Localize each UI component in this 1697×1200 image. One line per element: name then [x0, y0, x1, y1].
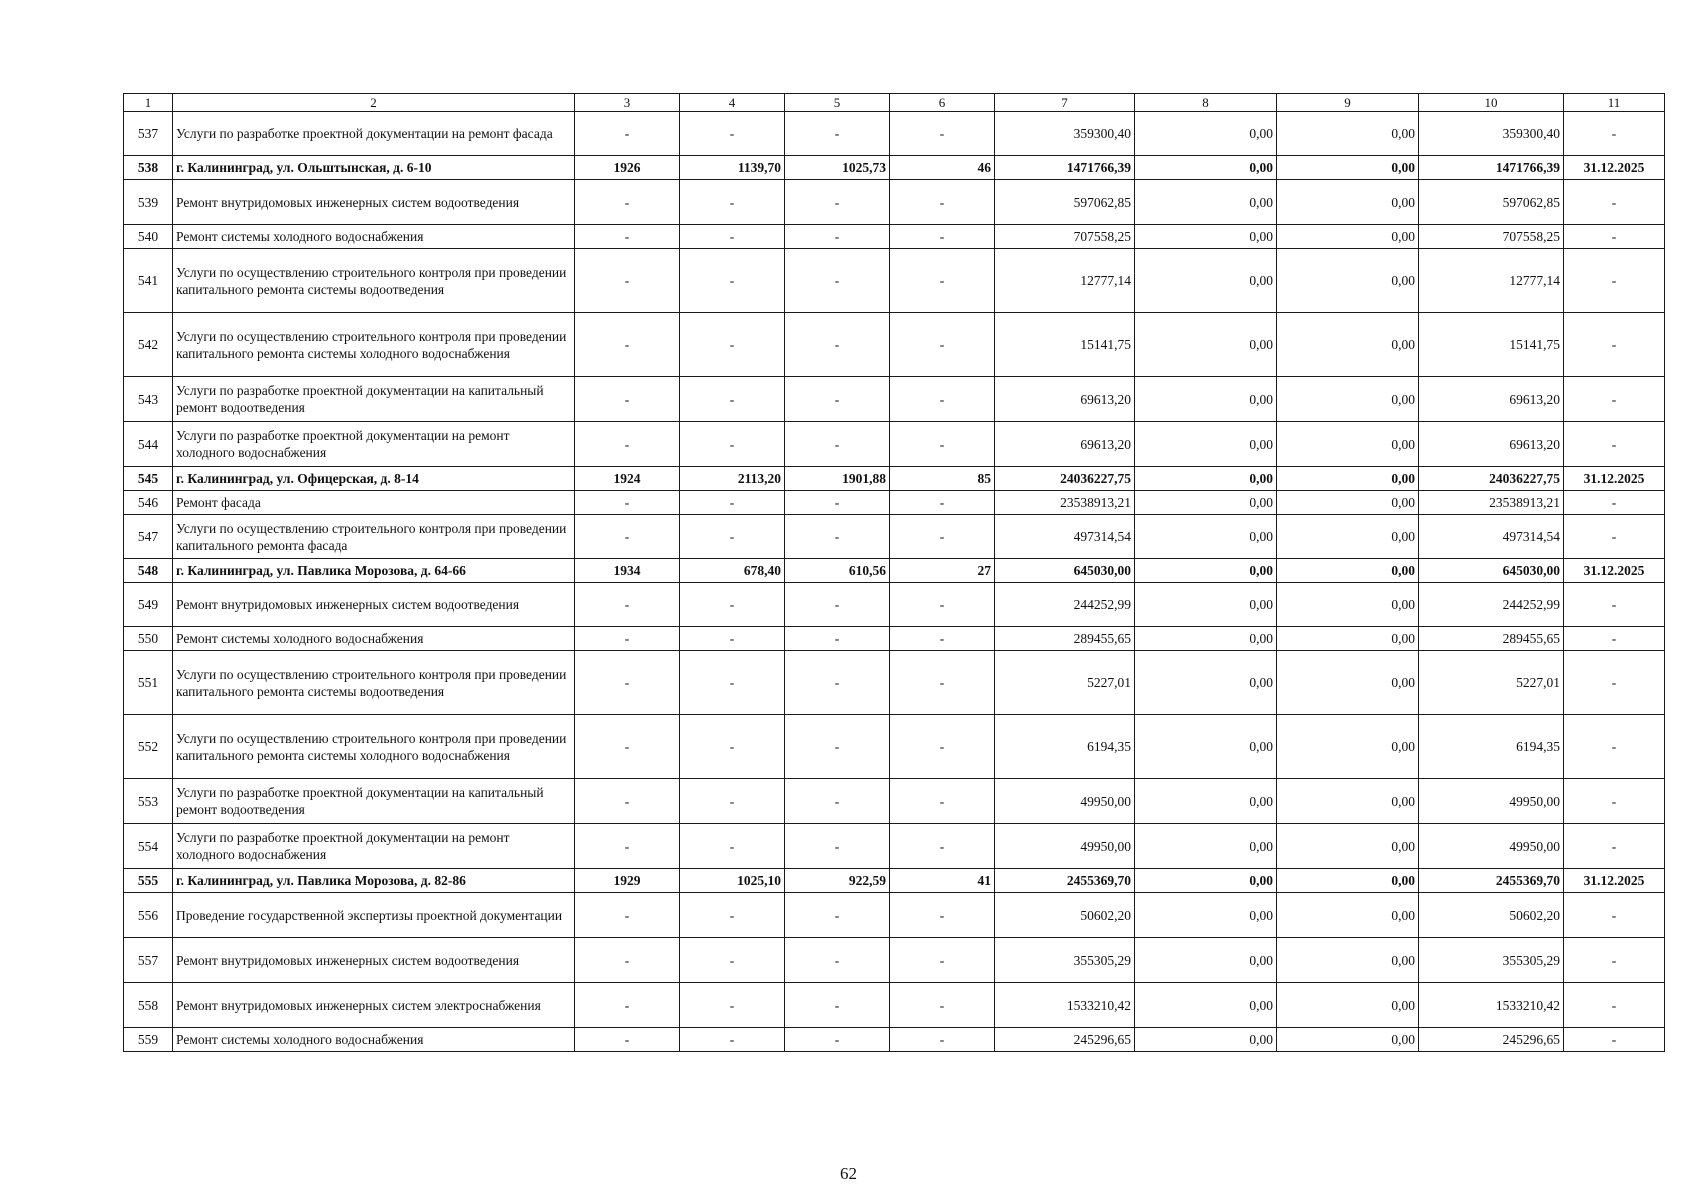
budget-cost-cell: 0,00 — [1277, 938, 1419, 983]
area-cell: - — [680, 1028, 785, 1052]
residents-cell: - — [890, 715, 995, 779]
residents-cell: 85 — [890, 467, 995, 491]
residents-cell: - — [890, 938, 995, 983]
year-cell: - — [575, 225, 680, 249]
fund-cost-cell: 0,00 — [1135, 467, 1277, 491]
row-number: 557 — [124, 938, 173, 983]
living-area-cell: - — [785, 377, 890, 422]
address-row — [124, 559, 1665, 583]
area-cell: 678,40 — [680, 559, 785, 583]
year-cell: - — [575, 249, 680, 313]
residents-cell: - — [890, 983, 995, 1028]
owner-cost-cell: 1533210,42 — [1419, 983, 1564, 1028]
residents-cell: - — [890, 112, 995, 156]
owner-cost-cell: 359300,40 — [1419, 112, 1564, 156]
table-row — [124, 313, 1665, 377]
total-cost-cell: 1471766,39 — [995, 156, 1135, 180]
table-row — [124, 180, 1665, 225]
living-area-cell: - — [785, 651, 890, 715]
total-cost-cell: 244252,99 — [995, 583, 1135, 627]
table-row — [124, 983, 1665, 1028]
owner-cost-cell: 597062,85 — [1419, 180, 1564, 225]
owner-cost-cell: 50602,20 — [1419, 893, 1564, 938]
area-cell: - — [680, 249, 785, 313]
total-cost-cell: 24036227,75 — [995, 467, 1135, 491]
year-cell: 1929 — [575, 869, 680, 893]
table-row — [124, 249, 1665, 313]
owner-cost-cell: 49950,00 — [1419, 779, 1564, 824]
fund-cost-cell: 0,00 — [1135, 491, 1277, 515]
area-cell: - — [680, 651, 785, 715]
work-name: Услуги по разработке проектной документации на ремонт холодного водоснабжения — [173, 824, 575, 869]
deadline-cell: - — [1564, 938, 1665, 983]
residents-cell: 46 — [890, 156, 995, 180]
deadline-cell: 31.12.2025 — [1564, 467, 1665, 491]
work-name: Услуги по осуществлению строительного контроля при проведении капитального ремонта системы холодного водоснабжения — [173, 715, 575, 779]
fund-cost-cell: 0,00 — [1135, 559, 1277, 583]
living-area-cell: - — [785, 491, 890, 515]
work-name: Ремонт системы холодного водоснабжения — [173, 225, 575, 249]
column-number-row — [124, 94, 1665, 112]
residents-cell: - — [890, 515, 995, 559]
owner-cost-cell: 5227,01 — [1419, 651, 1564, 715]
total-cost-cell: 69613,20 — [995, 422, 1135, 467]
total-cost-cell: 15141,75 — [995, 313, 1135, 377]
deadline-cell: - — [1564, 627, 1665, 651]
budget-cost-cell: 0,00 — [1277, 869, 1419, 893]
year-cell: - — [575, 1028, 680, 1052]
total-cost-cell: 5227,01 — [995, 651, 1135, 715]
area-cell: 1025,10 — [680, 869, 785, 893]
row-number: 551 — [124, 651, 173, 715]
fund-cost-cell: 0,00 — [1135, 893, 1277, 938]
fund-cost-cell: 0,00 — [1135, 583, 1277, 627]
owner-cost-cell: 6194,35 — [1419, 715, 1564, 779]
column-number: 8 — [1135, 94, 1277, 112]
row-number: 558 — [124, 983, 173, 1028]
work-name: Ремонт внутридомовых инженерных систем электроснабжения — [173, 983, 575, 1028]
work-name: Ремонт фасада — [173, 491, 575, 515]
owner-cost-cell: 12777,14 — [1419, 249, 1564, 313]
living-area-cell: - — [785, 313, 890, 377]
budget-cost-cell: 0,00 — [1277, 1028, 1419, 1052]
budget-cost-cell: 0,00 — [1277, 515, 1419, 559]
budget-cost-cell: 0,00 — [1277, 467, 1419, 491]
address-row — [124, 156, 1665, 180]
year-cell: - — [575, 313, 680, 377]
deadline-cell: - — [1564, 180, 1665, 225]
fund-cost-cell: 0,00 — [1135, 377, 1277, 422]
table-row — [124, 422, 1665, 467]
residents-cell: - — [890, 180, 995, 225]
year-cell: - — [575, 779, 680, 824]
page-number: 62 — [840, 1164, 857, 1183]
living-area-cell: - — [785, 1028, 890, 1052]
work-name: Услуги по осуществлению строительного контроля при проведении капитального ремонта фасада — [173, 515, 575, 559]
living-area-cell: - — [785, 225, 890, 249]
residents-cell: - — [890, 491, 995, 515]
residents-cell: - — [890, 583, 995, 627]
area-cell: - — [680, 824, 785, 869]
work-name: Услуги по осуществлению строительного контроля при проведении капитального ремонта системы водоотведения — [173, 249, 575, 313]
living-area-cell: - — [785, 779, 890, 824]
total-cost-cell: 69613,20 — [995, 377, 1135, 422]
area-cell: - — [680, 112, 785, 156]
year-cell: - — [575, 651, 680, 715]
area-cell: - — [680, 377, 785, 422]
fund-cost-cell: 0,00 — [1135, 112, 1277, 156]
fund-cost-cell: 0,00 — [1135, 824, 1277, 869]
area-cell: - — [680, 938, 785, 983]
total-cost-cell: 359300,40 — [995, 112, 1135, 156]
living-area-cell: - — [785, 938, 890, 983]
budget-cost-cell: 0,00 — [1277, 715, 1419, 779]
column-number: 7 — [995, 94, 1135, 112]
residents-cell: - — [890, 893, 995, 938]
deadline-cell: - — [1564, 583, 1665, 627]
year-cell: - — [575, 627, 680, 651]
address-row — [124, 467, 1665, 491]
area-cell: - — [680, 225, 785, 249]
deadline-cell: - — [1564, 651, 1665, 715]
row-number: 549 — [124, 583, 173, 627]
total-cost-cell: 1533210,42 — [995, 983, 1135, 1028]
fund-cost-cell: 0,00 — [1135, 180, 1277, 225]
table-row — [124, 779, 1665, 824]
budget-cost-cell: 0,00 — [1277, 779, 1419, 824]
fund-cost-cell: 0,00 — [1135, 627, 1277, 651]
work-name: Ремонт внутридомовых инженерных систем водоотведения — [173, 938, 575, 983]
living-area-cell: - — [785, 824, 890, 869]
deadline-cell: - — [1564, 515, 1665, 559]
total-cost-cell: 289455,65 — [995, 627, 1135, 651]
deadline-cell: - — [1564, 313, 1665, 377]
work-name: Услуги по разработке проектной документации на ремонт холодного водоснабжения — [173, 422, 575, 467]
year-cell: - — [575, 180, 680, 225]
total-cost-cell: 707558,25 — [995, 225, 1135, 249]
owner-cost-cell: 23538913,21 — [1419, 491, 1564, 515]
deadline-cell: - — [1564, 715, 1665, 779]
budget-cost-cell: 0,00 — [1277, 156, 1419, 180]
year-cell: 1924 — [575, 467, 680, 491]
area-cell: - — [680, 983, 785, 1028]
budget-cost-cell: 0,00 — [1277, 180, 1419, 225]
row-number: 552 — [124, 715, 173, 779]
budget-cost-cell: 0,00 — [1277, 225, 1419, 249]
living-area-cell: - — [785, 627, 890, 651]
total-cost-cell: 49950,00 — [995, 779, 1135, 824]
area-cell: 2113,20 — [680, 467, 785, 491]
budget-cost-cell: 0,00 — [1277, 651, 1419, 715]
deadline-cell: - — [1564, 1028, 1665, 1052]
living-area-cell: 1901,88 — [785, 467, 890, 491]
year-cell: - — [575, 983, 680, 1028]
fund-cost-cell: 0,00 — [1135, 1028, 1277, 1052]
deadline-cell: - — [1564, 824, 1665, 869]
table-row — [124, 893, 1665, 938]
budget-cost-cell: 0,00 — [1277, 249, 1419, 313]
owner-cost-cell: 1471766,39 — [1419, 156, 1564, 180]
residents-cell: - — [890, 1028, 995, 1052]
row-number: 538 — [124, 156, 173, 180]
area-cell: - — [680, 515, 785, 559]
work-name: Услуги по разработке проектной документации на ремонт фасада — [173, 112, 575, 156]
row-number: 555 — [124, 869, 173, 893]
owner-cost-cell: 355305,29 — [1419, 938, 1564, 983]
table-row — [124, 112, 1665, 156]
column-number: 1 — [124, 94, 173, 112]
table-row — [124, 715, 1665, 779]
fund-cost-cell: 0,00 — [1135, 515, 1277, 559]
area-cell: - — [680, 422, 785, 467]
row-number: 559 — [124, 1028, 173, 1052]
total-cost-cell: 2455369,70 — [995, 869, 1135, 893]
budget-cost-cell: 0,00 — [1277, 559, 1419, 583]
column-number: 9 — [1277, 94, 1419, 112]
total-cost-cell: 497314,54 — [995, 515, 1135, 559]
living-area-cell: - — [785, 112, 890, 156]
total-cost-cell: 49950,00 — [995, 824, 1135, 869]
work-name: Проведение государственной экспертизы проектной документации — [173, 893, 575, 938]
residents-cell: - — [890, 249, 995, 313]
year-cell: 1934 — [575, 559, 680, 583]
budget-cost-cell: 0,00 — [1277, 377, 1419, 422]
year-cell: - — [575, 583, 680, 627]
residents-cell: - — [890, 377, 995, 422]
year-cell: - — [575, 377, 680, 422]
year-cell: - — [575, 715, 680, 779]
row-number: 556 — [124, 893, 173, 938]
table-row — [124, 583, 1665, 627]
address-row — [124, 869, 1665, 893]
table-row — [124, 515, 1665, 559]
budget-cost-cell: 0,00 — [1277, 583, 1419, 627]
work-name: г. Калининград, ул. Офицерская, д. 8-14 — [173, 467, 575, 491]
area-cell: 1139,70 — [680, 156, 785, 180]
deadline-cell: - — [1564, 249, 1665, 313]
total-cost-cell: 597062,85 — [995, 180, 1135, 225]
column-number: 6 — [890, 94, 995, 112]
owner-cost-cell: 49950,00 — [1419, 824, 1564, 869]
deadline-cell: - — [1564, 779, 1665, 824]
fund-cost-cell: 0,00 — [1135, 422, 1277, 467]
table-row — [124, 491, 1665, 515]
row-number: 539 — [124, 180, 173, 225]
year-cell: - — [575, 515, 680, 559]
living-area-cell: - — [785, 180, 890, 225]
residents-cell: - — [890, 313, 995, 377]
table-row — [124, 627, 1665, 651]
living-area-cell: - — [785, 583, 890, 627]
table-row — [124, 1028, 1665, 1052]
total-cost-cell: 355305,29 — [995, 938, 1135, 983]
column-number: 3 — [575, 94, 680, 112]
works-table — [123, 93, 1665, 1052]
residents-cell: 27 — [890, 559, 995, 583]
fund-cost-cell: 0,00 — [1135, 313, 1277, 377]
row-number: 550 — [124, 627, 173, 651]
row-number: 546 — [124, 491, 173, 515]
column-number: 11 — [1564, 94, 1665, 112]
work-name: Ремонт внутридомовых инженерных систем водоотведения — [173, 180, 575, 225]
total-cost-cell: 23538913,21 — [995, 491, 1135, 515]
work-name: Ремонт внутридомовых инженерных систем водоотведения — [173, 583, 575, 627]
owner-cost-cell: 645030,00 — [1419, 559, 1564, 583]
budget-cost-cell: 0,00 — [1277, 983, 1419, 1028]
area-cell: - — [680, 313, 785, 377]
row-number: 545 — [124, 467, 173, 491]
total-cost-cell: 6194,35 — [995, 715, 1135, 779]
table-row — [124, 651, 1665, 715]
year-cell: - — [575, 938, 680, 983]
work-name: г. Калининград, ул. Ольштынская, д. 6-10 — [173, 156, 575, 180]
deadline-cell: - — [1564, 225, 1665, 249]
work-name: Услуги по разработке проектной документации на капитальный ремонт водоотведения — [173, 779, 575, 824]
budget-cost-cell: 0,00 — [1277, 893, 1419, 938]
column-number: 4 — [680, 94, 785, 112]
work-name: г. Калининград, ул. Павлика Морозова, д. 82-86 — [173, 869, 575, 893]
row-number: 541 — [124, 249, 173, 313]
residents-cell: - — [890, 422, 995, 467]
area-cell: - — [680, 893, 785, 938]
work-name: Ремонт системы холодного водоснабжения — [173, 1028, 575, 1052]
table-row — [124, 377, 1665, 422]
deadline-cell: - — [1564, 491, 1665, 515]
area-cell: - — [680, 715, 785, 779]
owner-cost-cell: 15141,75 — [1419, 313, 1564, 377]
living-area-cell: - — [785, 893, 890, 938]
budget-cost-cell: 0,00 — [1277, 112, 1419, 156]
column-number: 2 — [173, 94, 575, 112]
area-cell: - — [680, 627, 785, 651]
row-number: 542 — [124, 313, 173, 377]
total-cost-cell: 645030,00 — [995, 559, 1135, 583]
area-cell: - — [680, 779, 785, 824]
deadline-cell: - — [1564, 983, 1665, 1028]
living-area-cell: 922,59 — [785, 869, 890, 893]
residents-cell: - — [890, 779, 995, 824]
owner-cost-cell: 245296,65 — [1419, 1028, 1564, 1052]
fund-cost-cell: 0,00 — [1135, 715, 1277, 779]
owner-cost-cell: 69613,20 — [1419, 377, 1564, 422]
table-row — [124, 824, 1665, 869]
deadline-cell: - — [1564, 377, 1665, 422]
year-cell: - — [575, 893, 680, 938]
fund-cost-cell: 0,00 — [1135, 225, 1277, 249]
row-number: 547 — [124, 515, 173, 559]
total-cost-cell: 12777,14 — [995, 249, 1135, 313]
work-name: Услуги по осуществлению строительного контроля при проведении капитального ремонта системы холодного водоснабжения — [173, 313, 575, 377]
residents-cell: - — [890, 651, 995, 715]
work-name: Услуги по осуществлению строительного контроля при проведении капитального ремонта системы водоотведения — [173, 651, 575, 715]
deadline-cell: 31.12.2025 — [1564, 559, 1665, 583]
living-area-cell: - — [785, 983, 890, 1028]
row-number: 554 — [124, 824, 173, 869]
fund-cost-cell: 0,00 — [1135, 983, 1277, 1028]
table-row — [124, 938, 1665, 983]
deadline-cell: 31.12.2025 — [1564, 869, 1665, 893]
row-number: 537 — [124, 112, 173, 156]
year-cell: - — [575, 824, 680, 869]
budget-cost-cell: 0,00 — [1277, 491, 1419, 515]
owner-cost-cell: 24036227,75 — [1419, 467, 1564, 491]
budget-cost-cell: 0,00 — [1277, 824, 1419, 869]
year-cell: 1926 — [575, 156, 680, 180]
row-number: 540 — [124, 225, 173, 249]
work-name: Услуги по разработке проектной документации на капитальный ремонт водоотведения — [173, 377, 575, 422]
row-number: 544 — [124, 422, 173, 467]
owner-cost-cell: 497314,54 — [1419, 515, 1564, 559]
year-cell: - — [575, 112, 680, 156]
deadline-cell: 31.12.2025 — [1564, 156, 1665, 180]
owner-cost-cell: 289455,65 — [1419, 627, 1564, 651]
area-cell: - — [680, 491, 785, 515]
residents-cell: 41 — [890, 869, 995, 893]
living-area-cell: 610,56 — [785, 559, 890, 583]
budget-cost-cell: 0,00 — [1277, 627, 1419, 651]
year-cell: - — [575, 422, 680, 467]
residents-cell: - — [890, 627, 995, 651]
living-area-cell: - — [785, 715, 890, 779]
budget-cost-cell: 0,00 — [1277, 313, 1419, 377]
row-number: 553 — [124, 779, 173, 824]
fund-cost-cell: 0,00 — [1135, 249, 1277, 313]
column-number: 5 — [785, 94, 890, 112]
residents-cell: - — [890, 824, 995, 869]
deadline-cell: - — [1564, 112, 1665, 156]
fund-cost-cell: 0,00 — [1135, 651, 1277, 715]
area-cell: - — [680, 180, 785, 225]
total-cost-cell: 50602,20 — [995, 893, 1135, 938]
residents-cell: - — [890, 225, 995, 249]
area-cell: - — [680, 583, 785, 627]
budget-cost-cell: 0,00 — [1277, 422, 1419, 467]
fund-cost-cell: 0,00 — [1135, 938, 1277, 983]
year-cell: - — [575, 491, 680, 515]
fund-cost-cell: 0,00 — [1135, 156, 1277, 180]
column-number: 10 — [1419, 94, 1564, 112]
table-row — [124, 225, 1665, 249]
owner-cost-cell: 707558,25 — [1419, 225, 1564, 249]
fund-cost-cell: 0,00 — [1135, 779, 1277, 824]
owner-cost-cell: 69613,20 — [1419, 422, 1564, 467]
row-number: 548 — [124, 559, 173, 583]
document-page — [123, 93, 1665, 1052]
row-number: 543 — [124, 377, 173, 422]
owner-cost-cell: 244252,99 — [1419, 583, 1564, 627]
work-name: г. Калининград, ул. Павлика Морозова, д. 64-66 — [173, 559, 575, 583]
fund-cost-cell: 0,00 — [1135, 869, 1277, 893]
living-area-cell: - — [785, 249, 890, 313]
owner-cost-cell: 2455369,70 — [1419, 869, 1564, 893]
total-cost-cell: 245296,65 — [995, 1028, 1135, 1052]
deadline-cell: - — [1564, 893, 1665, 938]
living-area-cell: - — [785, 422, 890, 467]
work-name: Ремонт системы холодного водоснабжения — [173, 627, 575, 651]
living-area-cell: - — [785, 515, 890, 559]
living-area-cell: 1025,73 — [785, 156, 890, 180]
deadline-cell: - — [1564, 422, 1665, 467]
